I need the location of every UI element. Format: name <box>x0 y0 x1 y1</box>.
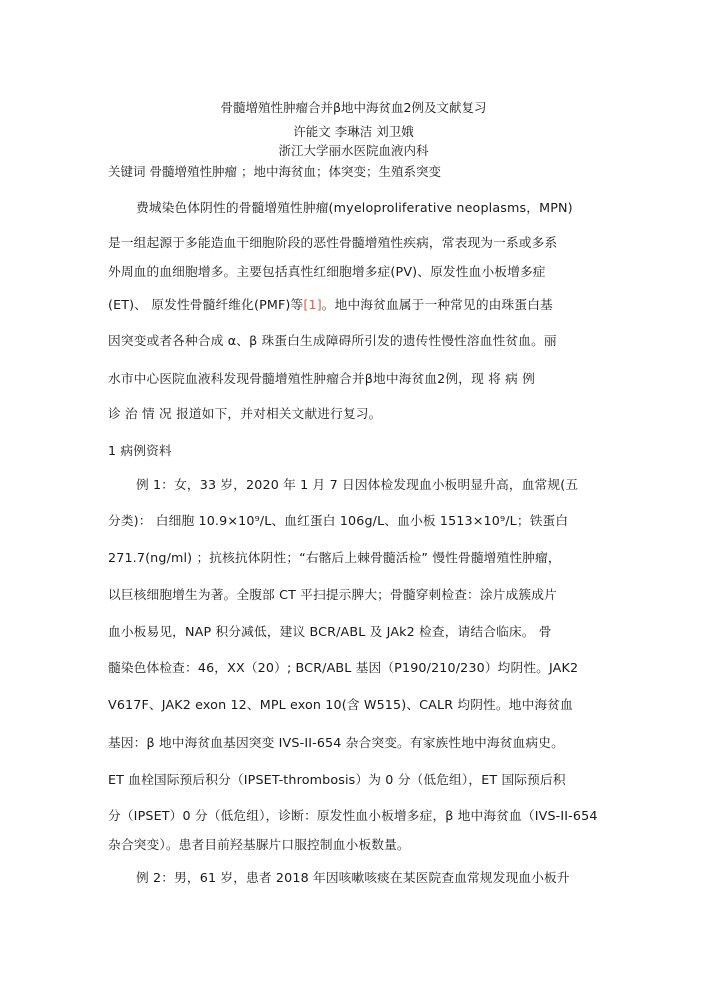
authors: 许能文 李琳洁 刘卫娥 <box>293 124 414 139</box>
case2-line-1: 例 2：男，61 岁，患者 2018 年因咳嗽咳痰在某医院查血常规发现血小板升 <box>136 870 570 885</box>
case1-line-1: 例 1：女，33 岁，2020 年 1 月 7 日因体检发现血小板明显升高，血常规(五 <box>136 477 579 492</box>
case1-line-8: 基因：β 地中海贫血基因突变 IVS-II-654 杂合突变。有家族性地中海贫血病史。 <box>108 735 564 750</box>
case1-line-11: 杂合突变）。患者目前羟基脲片口服控制血小板数量。 <box>108 837 410 852</box>
keywords: 关键词 骨髓增殖性肿瘤 ；地中海贫血；体突变；生殖系突变 <box>108 164 441 179</box>
intro-line-2: 是一组起源于多能造血干细胞阶段的恶性骨髓增殖性疾病，常表现为一系或多系 <box>108 235 558 250</box>
intro-line-3: 外周血的血细胞增多。主要包括真性红细胞增多症(PV)、原发性血小板增多症 <box>108 264 546 279</box>
intro-line-5: 因突变或者各种合成 α、β 珠蛋白生成障碍所引发的遗传性慢性溶血性贫血。丽 <box>108 333 557 348</box>
intro-line-4-text-b: 。地中海贫血属于一种常见的由珠蛋白基 <box>321 297 553 312</box>
intro-line-1: 费城染色体阴性的骨髓增殖性肿瘤(myeloproliferative neoplasms，MPN) <box>136 200 573 215</box>
article-title: 骨髓增殖性肿瘤合并β地中海贫血2例及文献复习 <box>220 100 487 115</box>
case1-line-2: 分类)： 白细胞 10.9×10⁹/L、血红蛋白 106g/L、血小板 1513×10⁹/L；铁蛋白 <box>108 513 569 528</box>
intro-line-4-text-a: (ET)、 原发性骨髓纤维化(PMF)等 <box>108 297 304 312</box>
section-heading: 1 病例资料 <box>108 443 172 458</box>
case1-line-6: 髓染色体检查：46，XX（20）; BCR/ABL 基因（P190/210/230）均阴性。JAK2 <box>108 660 579 675</box>
citation-link[interactable]: [1] <box>303 297 322 312</box>
intro-line-4 <box>108 297 553 313</box>
case1-line-9: ET 血栓国际预后积分（IPSET-thrombosis）为 0 分（低危组），ET 国际预后积 <box>108 772 566 787</box>
affiliation: 浙江大学丽水医院血液内科 <box>278 143 429 158</box>
case1-line-10: 分（IPSET）0 分（低危组），诊断：原发性血小板增多症，β 地中海贫血（IVS-II-654 <box>108 808 598 823</box>
case1-line-5: 血小板易见，NAP 积分减低，建议 BCR/ABL 及 JAk2 检查，请结合临床。 骨 <box>108 624 552 639</box>
intro-line-6: 水市中心医院血液科发现骨髓增殖性肿瘤合并β地中海贫血2例，现 将 病 例 <box>108 371 535 386</box>
case1-line-4: 以巨核细胞增生为著。全腹部 CT 平扫提示脾大；骨髓穿刺检查：涂片成簇成片 <box>108 587 557 602</box>
case1-line-7: V617F、JAK2 exon 12、MPL exon 10(含 W515)、CALR 均阴性。地中海贫血 <box>108 697 573 712</box>
case1-line-3: 271.7(ng/ml) ；抗核抗体阴性；“右髂后上棘骨髓活检” 慢性骨髓增殖性肿瘤， <box>108 550 561 565</box>
intro-line-7: 诊 治 情 况 报道如下，并对相关文献进行复习。 <box>108 406 382 421</box>
